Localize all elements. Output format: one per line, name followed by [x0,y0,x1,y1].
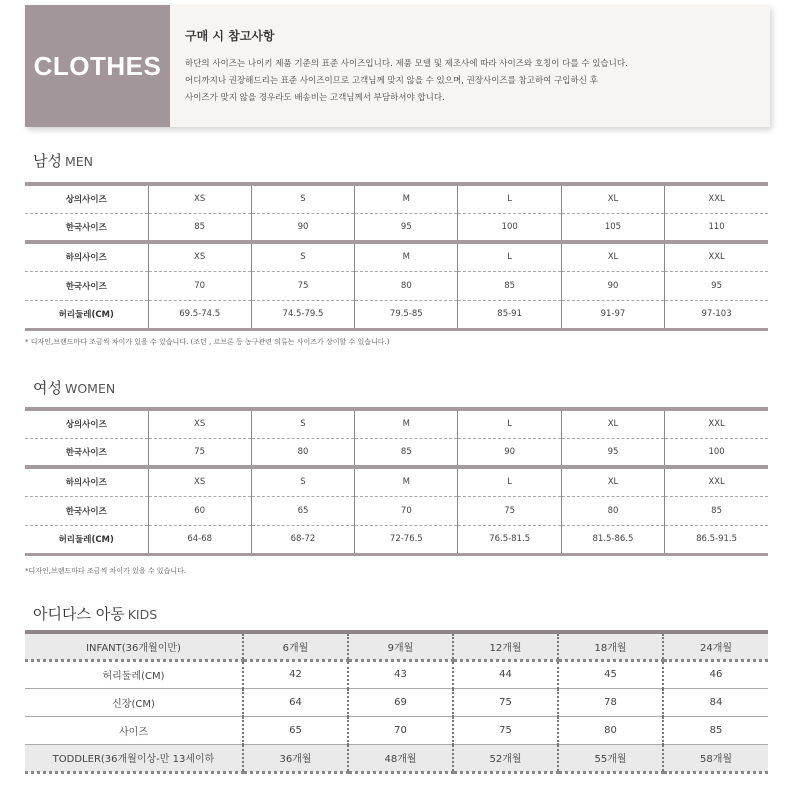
row-label: 한국사이즈 [25,438,148,467]
table-cell: 65 [243,716,348,744]
table-cell: L [458,242,561,271]
table-cell: 68-72 [251,525,354,554]
row-label: INFANT(36개월이만) [25,632,243,660]
table-cell: 46 [663,660,768,688]
men-section-title [33,150,93,171]
table-row [25,184,768,213]
row-label: 한국사이즈 [25,271,148,300]
table-cell: 85 [665,496,768,525]
table-cell: 42 [243,660,348,688]
table-cell: XL [561,467,664,496]
row-label: 신장(CM) [25,688,243,716]
kids-title-ko: 아디다스 아동 [33,605,125,623]
table-cell: XL [561,184,664,213]
table-cell: 80 [355,271,458,300]
table-cell: 55개월 [558,744,663,772]
table-cell: 60 [148,496,251,525]
table-cell: 64-68 [148,525,251,554]
table-cell: XS [148,184,251,213]
table-cell: 81.5-86.5 [561,525,664,554]
category-label-box [25,5,170,127]
table-row [25,716,768,744]
table-cell: 97-103 [665,300,768,329]
table-cell: 70 [355,496,458,525]
row-label: 허리둘레(CM) [25,525,148,554]
row-label: 사이즈 [25,716,243,744]
women-title-ko: 여성 [33,379,62,397]
table-cell: 69 [348,688,453,716]
table-cell: 80 [251,438,354,467]
table-cell: 90 [251,213,354,242]
table-cell: XS [148,467,251,496]
table-cell: 75 [453,716,558,744]
table-cell: S [251,467,354,496]
table-cell: 75 [458,496,561,525]
row-label: 하의사이즈 [25,242,148,271]
table-cell: M [355,242,458,271]
table-cell: 80 [558,716,663,744]
table-row [25,688,768,716]
notice-title: 구매 시 참고사항 [185,29,275,43]
table-cell: 36개월 [243,744,348,772]
table-cell: M [355,184,458,213]
kids-section-title [33,603,157,624]
table-row [25,660,768,688]
table-cell: 79.5-85 [355,300,458,329]
table-cell: XXL [665,242,768,271]
table-cell: 95 [665,271,768,300]
table-cell: 24개월 [663,632,768,660]
table-cell: 12개월 [453,632,558,660]
table-cell: XXL [665,409,768,438]
table-cell: 91-97 [561,300,664,329]
row-label: TODDLER(36개월이상-만 13세이하 [25,744,243,772]
row-label: 한국사이즈 [25,496,148,525]
table-cell: 90 [561,271,664,300]
table-cell: 43 [348,660,453,688]
kids-size-table [25,630,768,774]
table-row [25,271,768,300]
table-cell: 85-91 [458,300,561,329]
table-cell: 85 [148,213,251,242]
row-label: 허리둘레(CM) [25,660,243,688]
row-label: 상의사이즈 [25,409,148,438]
table-cell: 90 [458,438,561,467]
table-row [25,409,768,438]
table-cell: 75 [453,688,558,716]
table-cell: 78 [558,688,663,716]
table-cell: 6개월 [243,632,348,660]
table-cell: S [251,184,354,213]
table-cell: 52개월 [453,744,558,772]
row-label: 하의사이즈 [25,467,148,496]
table-cell: S [251,242,354,271]
table-cell: S [251,409,354,438]
table-row [25,525,768,554]
table-cell: 64 [243,688,348,716]
table-cell: 70 [148,271,251,300]
table-cell: 100 [458,213,561,242]
table-row [25,242,768,271]
table-cell: M [355,467,458,496]
table-row [25,467,768,496]
table-cell: 48개월 [348,744,453,772]
table-row [25,496,768,525]
table-cell: 44 [453,660,558,688]
table-cell: 110 [665,213,768,242]
table-cell: 72-76.5 [355,525,458,554]
row-label: 상의사이즈 [25,184,148,213]
table-cell: XL [561,242,664,271]
table-row [25,300,768,329]
category-label: CLOTHES [33,50,162,81]
women-size-table [25,407,768,556]
table-cell: 75 [148,438,251,467]
women-title-en: WOMEN [64,381,116,396]
row-label: 한국사이즈 [25,213,148,242]
table-cell: 18개월 [558,632,663,660]
kids-title-en: KIDS [127,607,158,622]
table-row [25,438,768,467]
table-cell: 86.5-91.5 [665,525,768,554]
table-cell: XXL [665,467,768,496]
table-cell: L [458,409,561,438]
notice-header [25,5,770,127]
table-cell: 9개월 [348,632,453,660]
women-section-title [33,377,115,398]
table-cell: L [458,467,561,496]
notice-line: 어디까지나 권장해드리는 표준 사이즈이므로 고객님께 맞지 않을 수 있으며, 권장사이즈를 참고하여 구입하신 후 [185,76,598,86]
men-title-ko: 남성 [33,152,62,170]
table-cell: 75 [251,271,354,300]
table-cell: 76.5-81.5 [458,525,561,554]
men-note: * 디자인,브랜드마다 조금씩 차이가 있을 수 있습니다. (조던 , 르브론 등 농구관련 의류는 사이즈가 상이할 수 있습니다.) [25,338,390,346]
table-cell: XXL [665,184,768,213]
table-row [25,632,768,660]
notice-line: 사이즈가 맞지 않을 경우라도 배송비는 고객님께서 부담하셔야 합니다. [185,93,445,103]
table-cell: L [458,184,561,213]
table-cell: 74.5-79.5 [251,300,354,329]
table-cell: 85 [355,438,458,467]
men-size-table [25,182,768,331]
table-cell: M [355,409,458,438]
table-cell: XS [148,409,251,438]
table-cell: XS [148,242,251,271]
table-cell: 100 [665,438,768,467]
table-cell: 85 [663,716,768,744]
row-label: 허리둘레(CM) [25,300,148,329]
table-cell: 58개월 [663,744,768,772]
table-cell: 80 [561,496,664,525]
table-cell: 84 [663,688,768,716]
table-cell: 85 [458,271,561,300]
table-cell: 95 [355,213,458,242]
notice-body [170,5,770,127]
table-cell: 105 [561,213,664,242]
notice-line: 하단의 사이즈는 나이키 제품 기준의 표준 사이즈입니다. 제품 모델 및 제조사에 따라 사이즈와 호칭이 다를 수 있습니다. [185,59,628,69]
men-title-en: MEN [64,154,94,169]
table-row [25,744,768,772]
table-cell: XL [561,409,664,438]
table-row [25,213,768,242]
table-cell: 70 [348,716,453,744]
women-note: *디자인,브랜드마다 조금씩 차이가 있을 수 있습니다. [25,567,187,575]
table-cell: 69.5-74.5 [148,300,251,329]
table-cell: 65 [251,496,354,525]
table-cell: 95 [561,438,664,467]
table-cell: 45 [558,660,663,688]
